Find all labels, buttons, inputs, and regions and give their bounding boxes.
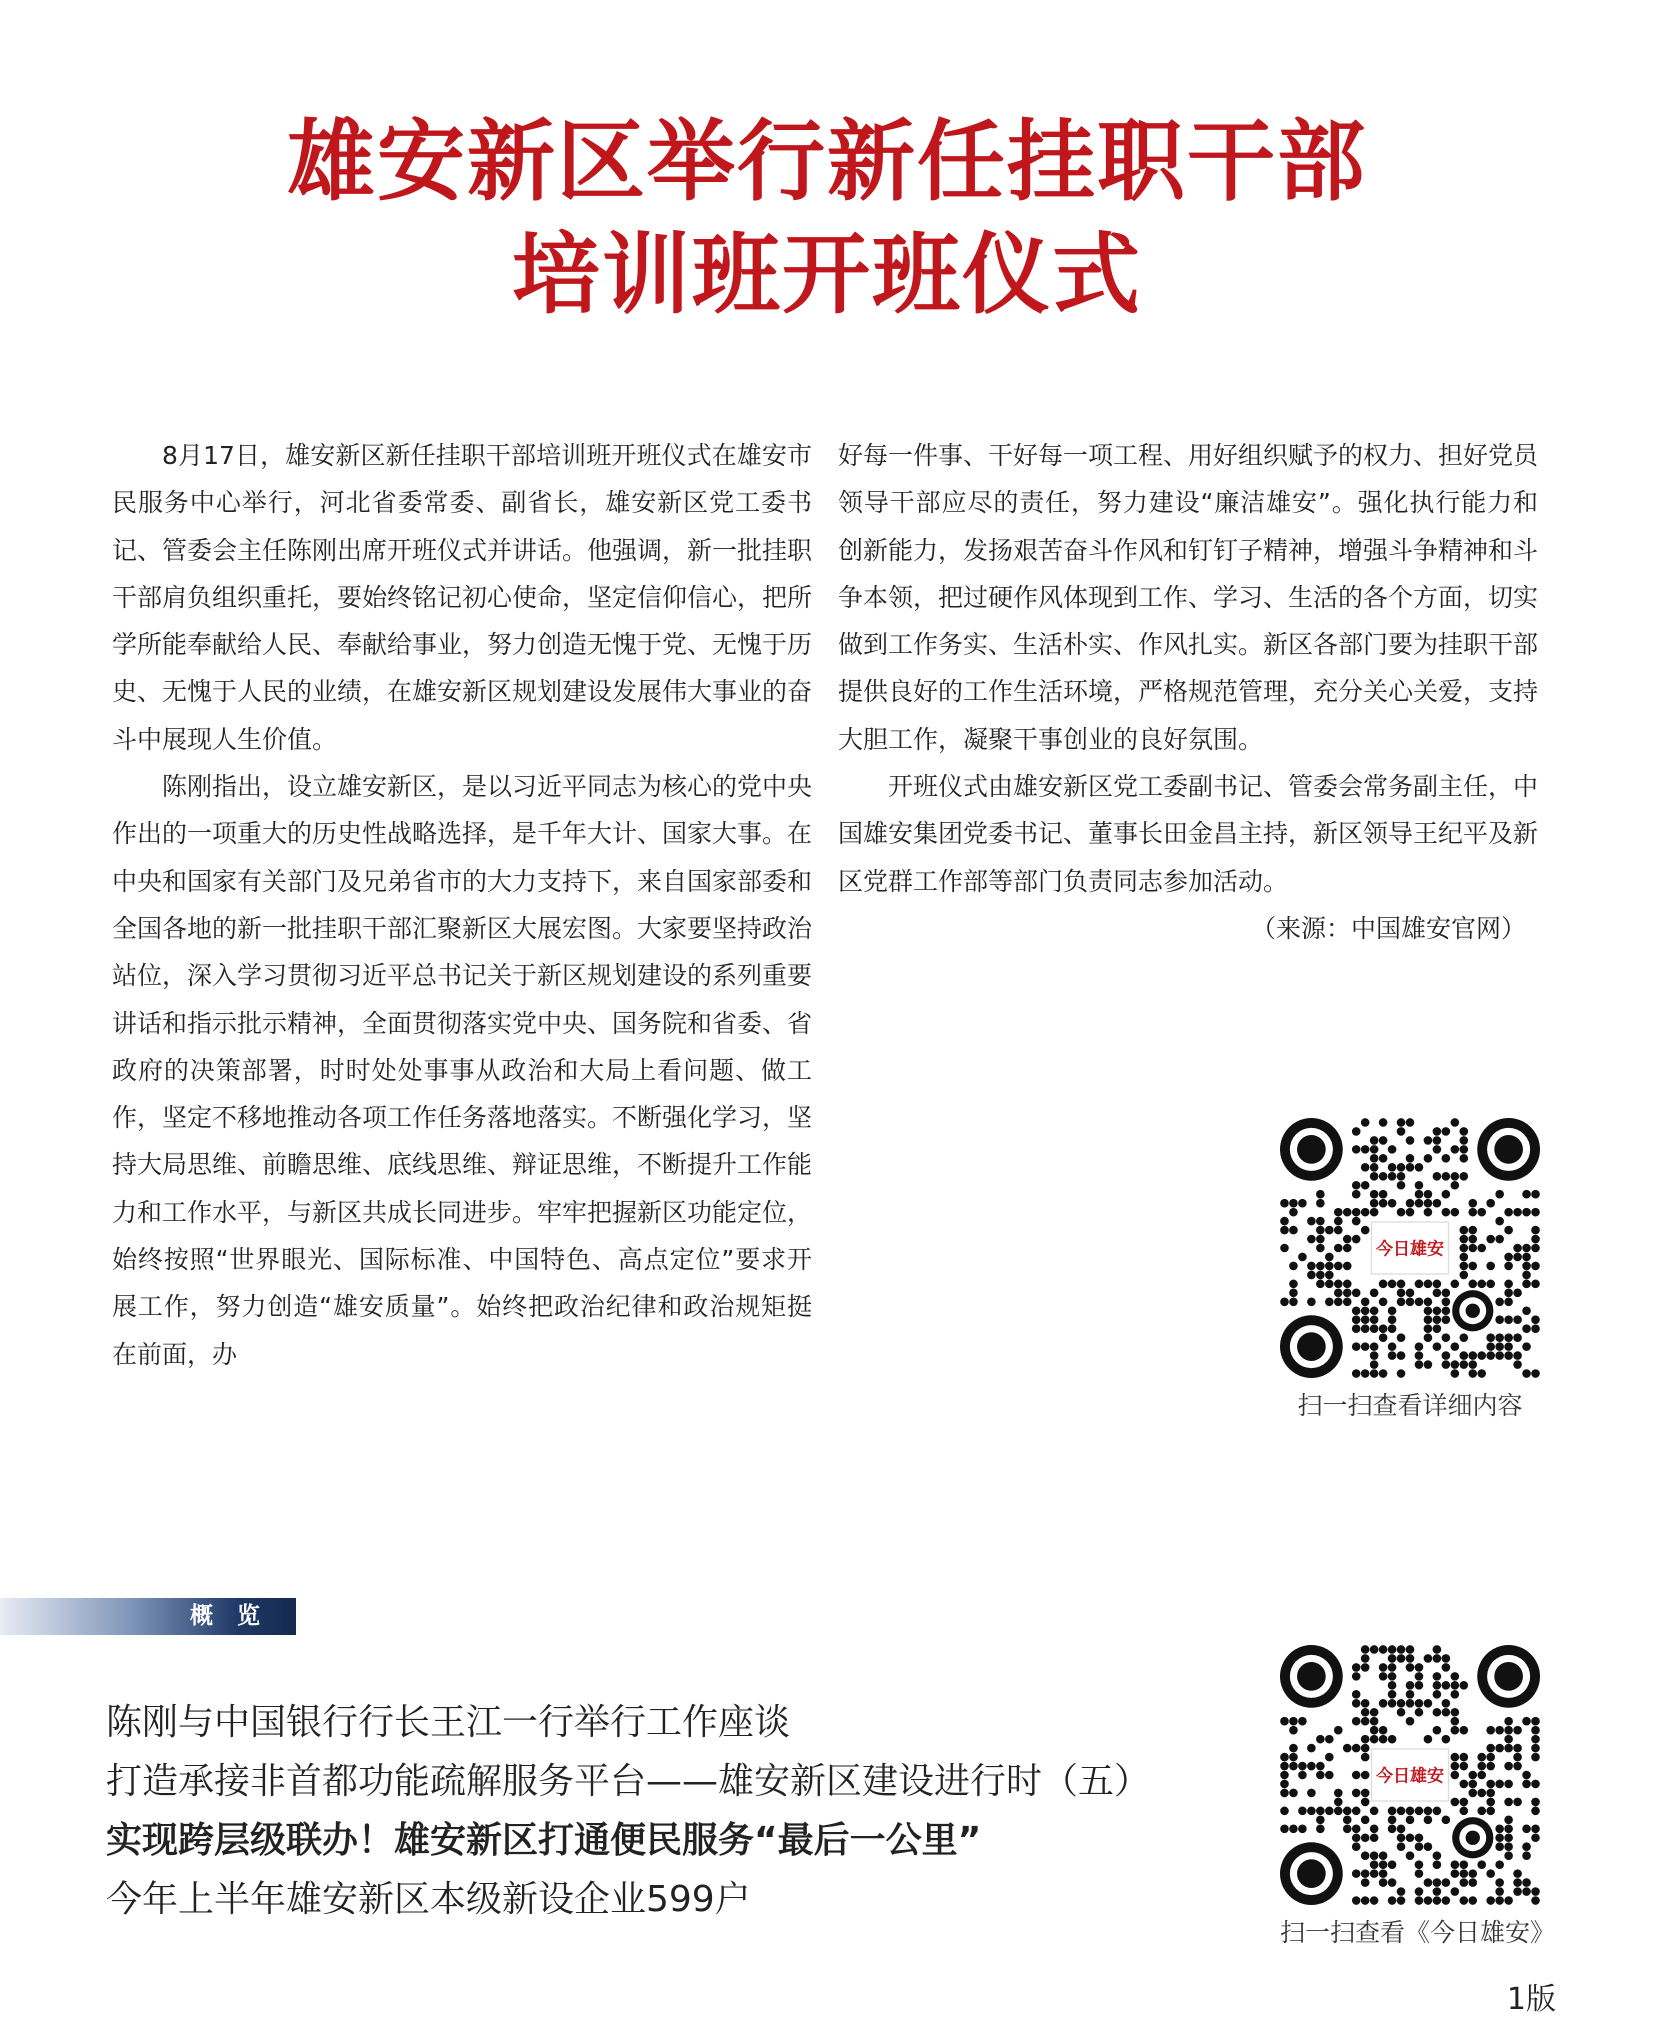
qr-logo-text: 今日雄安 <box>1375 1766 1445 1787</box>
overview-item[interactable]: 陈刚与中国银行行长王江一行举行工作座谈 <box>106 1702 791 1743</box>
article-column-right <box>838 432 1538 952</box>
overview-item[interactable]: 今年上半年雄安新区本级新设企业599户 <box>106 1879 751 1920</box>
article-paragraph: 开班仪式由雄安新区党工委副书记、管委会常务副主任，中国雄安集团党委书记、董事长田金昌主持，新区领导王纪平及新区党群工作部等部门负责同志参加活动。 <box>838 772 1539 896</box>
page-number: 1版 <box>1506 1982 1556 2017</box>
headline-line-2: 培训班开班仪式 <box>511 222 1142 326</box>
article-paragraph: 8月17日，雄安新区新任挂职干部培训班开班仪式在雄安市民服务中心举行，河北省委常委、副省长，雄安新区党工委书记、管委会主任陈刚出席开班仪式并讲话。他强调，新一批挂职干部肩负组织重托，要始终铭记初心使命，坚定信仰信心，把所学所能奉献给人民、奉献给事业，努力创造无愧于党、无愧于历史、无愧于人民的业绩，在雄安新区规划建设发展伟大事业的奋斗中展现人生价值。 <box>112 441 813 754</box>
article-paragraph-continued: 好每一件事、干好每一项工程、用好组织赋予的权力、担好党员领导干部应尽的责任，努力建设“廉洁雄安”。强化执行能力和创新能力，发扬艰苦奋斗作风和钉钉子精神，增强斗争精神和斗争本领，把过硬作风体现到工作、学习、生活的各个方面，切实做到工作务实、生活朴实、作风扎实。新区各部门要为挂职干部提供良好的工作生活环境，严格规范管理，充分关心关爱，支持大胆工作，凝聚干事创业的良好氛围。 <box>838 441 1539 754</box>
qr-code-article[interactable] <box>1280 1118 1540 1422</box>
qr-caption: 扫一扫查看《今日雄安》 <box>1280 1918 1556 1947</box>
article-paragraph: 陈刚指出，设立雄安新区，是以习近平同志为核心的党中央作出的一项重大的历史性战略选择，是千年大计、国家大事。在中央和国家有关部门及兄弟省市的大力支持下，来自国家部委和全国各地的新一批挂职干部汇聚新区大展宏图。大家要坚持政治站位，深入学习贯彻习近平总书记关于新区规划建设的系列重要讲话和指示批示精神，全面贯彻落实党中央、国务院和省委、省政府的决策部署，时时处处事事从政治和大局上看问题、做工作，坚定不移地推动各项工作任务落地落实。不断强化学习，坚持大局思维、前瞻思维、底线思维、辩证思维，不断提升工作能力和工作水平，与新区共成长同进步。牢牢把握新区功能定位，始终按照“世界眼光、国际标准、中国特色、高点定位”要求开展工作，努力创造“雄安质量”。始终把政治纪律和政治规矩挺在前面，办 <box>112 772 813 1369</box>
qr-logo-text: 今日雄安 <box>1375 1239 1445 1260</box>
overview-item[interactable]: 打造承接非首都功能疏解服务平台——雄安新区建设进行时（五） <box>106 1761 1151 1802</box>
overview-section-label: 概 览 <box>189 1603 268 1629</box>
qr-code-icon[interactable] <box>1280 1645 1540 1905</box>
overview-list <box>106 1693 1226 1929</box>
overview-item[interactable]: 实现跨层级联办！雄安新区打通便民服务“最后一公里” <box>106 1820 982 1861</box>
overview-section-bar <box>0 1598 296 1635</box>
article-source: （来源：中国雄安官网） <box>1250 913 1526 943</box>
headline-line-1: 雄安新区举行新任挂职干部 <box>286 109 1367 213</box>
qr-code-icon[interactable] <box>1280 1118 1540 1378</box>
qr-caption: 扫一扫查看详细内容 <box>1297 1391 1523 1420</box>
article-headline <box>0 105 1654 331</box>
article-column-left <box>112 432 812 1378</box>
qr-code-newspaper[interactable] <box>1280 1645 1556 1949</box>
